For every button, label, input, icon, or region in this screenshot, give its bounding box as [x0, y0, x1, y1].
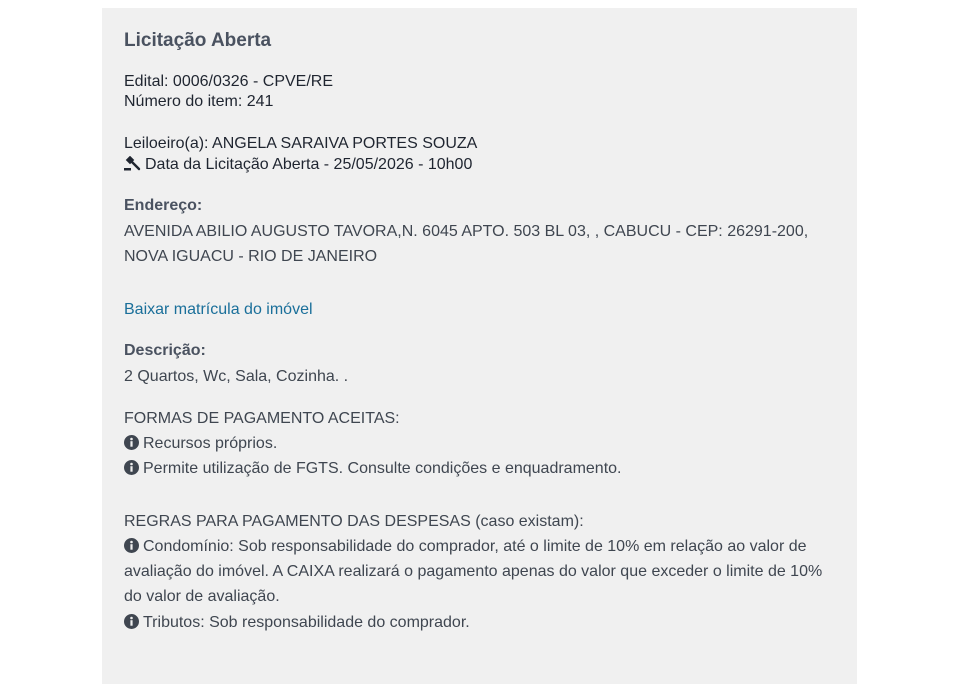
auction-date-row — [124, 156, 472, 174]
expense-rules-header: REGRAS PARA PAGAMENTO DAS DESPESAS (caso existam): — [124, 513, 584, 530]
address-text: AVENIDA ABILIO AUGUSTO TAVORA,N. 6045 APTO. 503 BL 03, , CABUCU - CEP: 26291-200, NOVA IGUACU - RIO DE JANEIRO — [124, 223, 809, 265]
payment-method-item — [124, 435, 277, 453]
auction-date-text: Data da Licitação Aberta - 25/05/2026 - 10h00 — [145, 156, 473, 173]
auctioneer-text: Leiloeiro(a): ANGELA SARAIVA PORTES SOUZA — [124, 135, 478, 152]
expense-rule-item — [124, 534, 840, 609]
card-title: Licitação Aberta — [124, 30, 272, 51]
auction-details-card — [102, 8, 857, 684]
edital-text: Edital: 0006/0326 - CPVE/RE — [124, 73, 334, 90]
gavel-icon — [124, 156, 141, 171]
description-label: Descrição: — [124, 342, 206, 359]
expense-rule-text: Tributos: Sob responsabilidade do comprador. — [143, 614, 470, 631]
address-label: Endereço: — [124, 197, 203, 214]
info-icon — [124, 460, 139, 475]
info-icon — [124, 614, 139, 629]
expense-rule-text: Condomínio: Sob responsabilidade do comprador, até o limite de 10% em relação ao valor de avaliação do imóvel. A CAIXA realizará o pagamento apenas do valor que exceder o limite de 10% do valor de avaliação. — [124, 538, 823, 605]
expense-rule-item — [124, 614, 470, 632]
info-icon — [124, 538, 139, 553]
payment-method-label: Permite utilização de FGTS. Consulte condições e enquadramento. — [143, 460, 622, 477]
payment-methods-header: FORMAS DE PAGAMENTO ACEITAS: — [124, 410, 400, 427]
payment-method-label: Recursos próprios. — [143, 435, 278, 452]
info-icon — [124, 435, 139, 450]
description-text: 2 Quartos, Wc, Sala, Cozinha. . — [124, 368, 349, 385]
item-number-text: Número do item: 241 — [124, 93, 274, 110]
download-registration-link[interactable]: Baixar matrícula do imóvel — [124, 301, 313, 318]
payment-method-item — [124, 460, 621, 478]
